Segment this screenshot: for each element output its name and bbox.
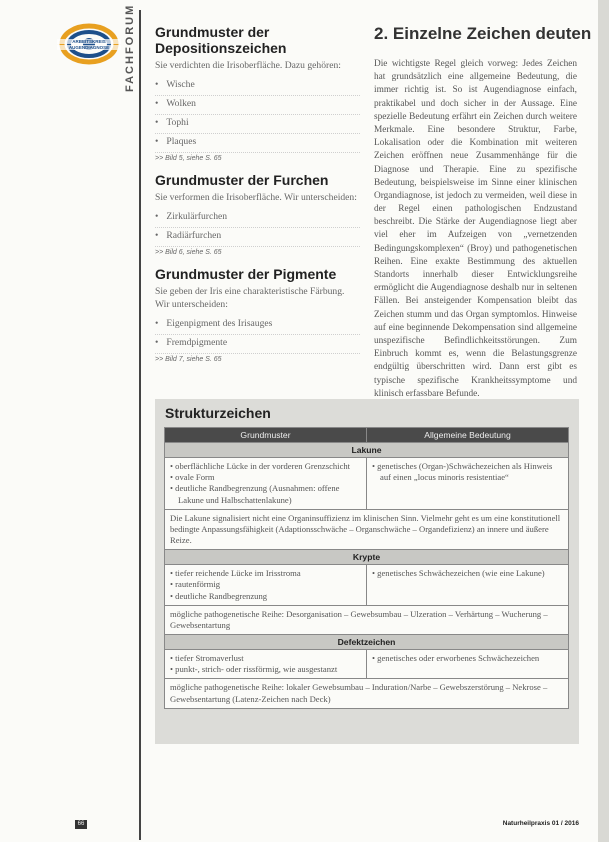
group-header-row <box>165 443 569 458</box>
logo-text-top: ARBEITSKREIS <box>57 39 121 44</box>
figure-reference: >> Bild 5, siehe S. 65 <box>155 154 222 162</box>
list-item: • Radiärfurchen <box>155 228 360 247</box>
left-column <box>155 24 360 373</box>
page-number: 66 <box>75 820 87 829</box>
table-row <box>165 565 569 606</box>
table-cell <box>367 650 569 679</box>
list-item: • genetisches Schwächezeichen (wie eine Lakune) <box>372 568 563 579</box>
section-title: Grundmuster der Pigmente <box>155 265 337 282</box>
table-row <box>165 458 569 510</box>
group-header-row <box>165 635 569 650</box>
group-header-row <box>165 550 569 565</box>
list-item: • punkt-, strich- oder rissförmig, wie ausgestanzt <box>170 664 361 675</box>
table-cell <box>367 565 569 606</box>
list-item: • rautenförmig <box>170 579 361 590</box>
list-item: • Wische <box>155 77 360 96</box>
list-item: • genetisches (Organ-)Schwächezeichen als Hinweis auf einen „locus minoris resistentiae“ <box>372 461 563 483</box>
section-intro: Sie verformen die Irisoberfläche. Wir unterscheiden: <box>155 191 357 203</box>
table-cell <box>367 458 569 510</box>
column-header: Grundmuster <box>165 428 367 443</box>
table-note: mögliche pathogenetische Reihe: Desorganisation – Gewebsumbau – Ulzeration – Verhärtung – Wucherung – Gewebsentartung <box>165 605 569 634</box>
list-item: • Zirkulärfurchen <box>155 209 360 228</box>
table-cell <box>165 458 367 510</box>
page-edge <box>598 0 609 842</box>
logo-text-bottom: AUGENDIAGNOSE <box>57 45 121 50</box>
strukturzeichen-panel <box>155 399 579 744</box>
group-header: Lakune <box>165 443 569 458</box>
list-item: • tiefer reichende Lücke im Irisstroma <box>170 568 361 579</box>
section-intro: Sie verdichten die Irisoberfläche. Dazu gehören: <box>155 60 341 72</box>
strukturzeichen-table <box>164 427 569 709</box>
table-row <box>165 650 569 679</box>
table-note-row <box>165 509 569 550</box>
article-heading: 2. Einzelne Zeichen deuten <box>374 24 592 43</box>
panel-title: Strukturzeichen <box>165 405 271 421</box>
section-pigmente <box>155 266 360 363</box>
bullet-list <box>155 316 360 354</box>
list-item: • oberflächliche Lücke in der vorderen Grenzschicht <box>170 461 361 472</box>
list-item: • Plaques <box>155 134 360 153</box>
table-note-row <box>165 605 569 634</box>
bullet-list <box>155 77 360 153</box>
group-header: Krypte <box>165 550 569 565</box>
right-column <box>374 24 592 401</box>
section-depositionszeichen <box>155 24 360 162</box>
section-intro: Sie geben der Iris eine charakteristische Färbung. Wir unterscheiden: <box>155 285 345 310</box>
table-note: mögliche pathogenetische Reihe: lokaler Gewebsumbau – Induration/Narbe – Gewebszerstörung – Nekrose – Gewebsentartung (Latenz-Zeichen nach Deck) <box>165 679 569 708</box>
list-item: • tiefer Stromaverlust <box>170 653 361 664</box>
column-divider <box>139 10 141 840</box>
list-item: • Fremdpigmente <box>155 335 360 354</box>
section-furchen <box>155 172 360 256</box>
section-label: FACHFORUM <box>124 3 136 92</box>
bullet-list <box>155 209 360 247</box>
list-item: • genetisches oder erworbenes Schwächezeichen <box>372 653 563 664</box>
article-body: Die wichtigste Regel gleich vorweg: Jedes Zeichen hat grundsätzlich eine allgemeine Bedeutung, die immer richtig ist. So ist Augendiagnose einfach, praktikabel und doch sicher in der Aussage. Eine spezielle Bedeutung erfährt ein Zeichen durch weitere Merkmale. Eine besondere Struktur, Farbe, Lokalisation oder die Kombination mit weiteren Zeichen eröffnen neue Zusammenhänge für die Diagnose und Therapie. Eine zu spezifische Bedeutung, beispielsweise im Sinne einer klinischen Organdiagnose, ist jedoch zu vermeiden, weil diese in der Regel einen pathologischen Endzustand beschreibt. Die Stärke der Augendiagnose liegt aber viel eher im Aufzeigen von „vernetzenden Bedingungskomplexen“ (Broy) und pathogenetischen Reihen. Eine exakte Bestimmung des aktuellen Standorts innerhalb dieser Entwicklungsreihe ermöglicht die Augendiagnose deshalb nur in seltenen Fällen. Bei ansteigender Kompensation bleibt das Zeichen stumm und das Organ symptomlos. Hinweise auf eine beginnende Dekompensation sind allgemeine unspezifische Befindlichkeitsstörungen. Zum Einbruch kommt es, wenn die Belastungsgrenze endgültig überschritten wird. Dann erst gibt es typische spezifische Krankheitssymptome und klinisch erfassbare Befunde. <box>374 59 577 399</box>
list-item: • Wolken <box>155 96 360 115</box>
journal-name: Naturheilpraxis 01 / 2016 <box>502 820 579 827</box>
list-item: • deutliche Randbegrenzung <box>170 591 361 602</box>
table-cell <box>165 650 367 679</box>
logo-graphic <box>57 22 121 66</box>
figure-reference: >> Bild 7, siehe S. 65 <box>155 355 222 363</box>
logo <box>57 22 121 66</box>
group-header: Defektzeichen <box>165 635 569 650</box>
table-note-row <box>165 679 569 708</box>
list-item: • Tophi <box>155 115 360 134</box>
list-item: • Eigenpigment des Irisauges <box>155 316 360 335</box>
journal-footer <box>503 820 579 827</box>
table-header-row <box>165 428 569 443</box>
table-cell <box>165 565 367 606</box>
section-title: Grundmuster der Furchen <box>155 171 329 188</box>
list-item: • deutliche Randbegrenzung (Ausnahmen: offene Lakune und Halbschattenlakune) <box>170 483 361 505</box>
column-header: Allgemeine Bedeutung <box>367 428 569 443</box>
figure-reference: >> Bild 6, siehe S. 65 <box>155 248 222 256</box>
section-title: Grundmuster der Depositionszeichen <box>155 24 287 57</box>
table-note: Die Lakune signalisiert nicht eine Organinsuffizienz im klinischen Sinn. Vielmehr geht es um eine konstitutionell bedingte Anpassungsfähigkeit (Adaptionsschwäche – Organschwäche – Organdefizienz) an innere und äußere Reize. <box>165 509 569 550</box>
list-item: • ovale Form <box>170 472 361 483</box>
